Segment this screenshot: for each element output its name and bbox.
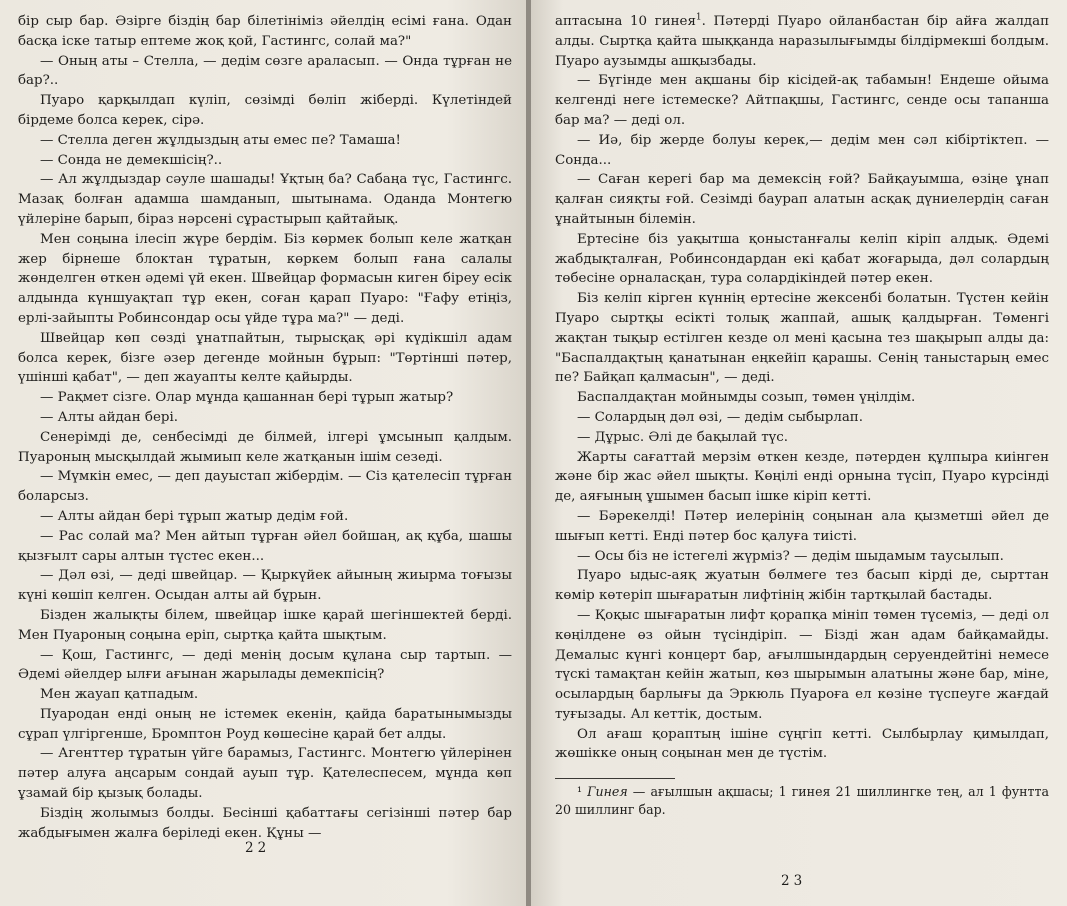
paragraph: Біздің жолымыз болды. Бесінші қабаттағы сегізінші пәтер бар жабдығымен жалға беріледі екен. Құны —: [18, 805, 512, 841]
paragraph: — Солардың дәл өзі, — дедім сыбырлап.: [577, 409, 863, 425]
paragraph: Пуаро қарқылдап күліп, сөзімді бөліп жіберді. Күлетіндей бірдеме болса керек, сірә.: [18, 93, 512, 128]
footnote-marker: ¹: [577, 784, 583, 800]
paragraph: — Иә, бір жерде болуы керек,— дедім мен сәл кібіртіктеп. — Сонда...: [555, 132, 1049, 168]
paragraph: Пуаро ыдыс-аяқ жуатын бөлмеге тез басып кірді де, сырттан көмір көтеріп шығаратын лифтінің жібін тартқылай бастады.: [555, 568, 1049, 604]
paragraph: — Осы біз не істегелі жүрміз? — дедім шыдамым таусылып.: [577, 548, 1004, 564]
paragraph: — Ал жұлдыздар сәуле шашады! Ұқтың ба? Сабаңа түс, Гастингс. Мазақ болған адамша шамданып, шытынама. Оданда Монтегю үйлеріне барып, біраз нәрсені сұрастырып қайтайық.: [18, 172, 512, 227]
footnote-rule: [555, 778, 675, 779]
paragraph: Сенерімді де, сенбесімді де білмей, ілгері ұмсынып қалдым. Пуароның мысқылдай жымиып келе жатқанын ішім сезеді.: [18, 429, 512, 465]
paragraph: Мен соңына ілесіп жүре бердім. Біз көрмек болып келе жатқан жер бірнеше блоктан тұратын, көркем болып ғана салалы жөнделген өткен әдемі үй екен. Швейцар формасын киген біреу есік алдында күншуақтап тұр екен, соған қарап Пуаро: "Ғафу етіңіз, ерлі-зайыпты Робинсондар осы үйде тұра ма?" — деді.: [18, 231, 512, 326]
left-page: [0, 0, 526, 906]
footnote-text: — ағылшын ақшасы; 1 гинея 21 шиллингке тең, ал 1 фунтта 20 шиллинг бар.: [555, 784, 1049, 818]
paragraph: — Оның аты – Стелла, — дедім сөзге араласып. — Онда тұрған не бар?..: [18, 53, 512, 89]
footnote: [555, 783, 1049, 819]
paragraph: — Алты айдан бері тұрып жатыр дедім ғой.: [40, 508, 349, 524]
left-page-number: 22: [245, 840, 271, 856]
paragraph: [555, 12, 1049, 71]
paragraph: Ол ағаш қораптың ішіне сүңгіп кетті. Сылбырлау қимылдап, жөшікке оның соңынан мен де түстім.: [555, 726, 1049, 762]
right-page: [531, 0, 1067, 906]
paragraph: — Қоқыс шығаратын лифт қорапқа мініп төмен түсеміз, — деді ол көңілдене өз ойын түсіндіріп. — Бізді жан адам байқамайды. Демалыс күнгі концерт бар, ағылшындардың серуендейтіні немесе түскі тамақтан кейін жатып, көз шырымын алатыны және бар, міне, осылардың барлығы да Эркюль Пуароға ел көзіне түспеуге жағдай туғызады. Ал кеттік, достым.: [555, 607, 1049, 722]
paragraph: Жарты сағаттай мерзім өткен кезде, пәтерден құлпыра киінген және бір жас әйел шықты. Көңілі енді орнына түсіп, Пуаро күрсінді де, аяғының ұшымен басып ішке кіріп кетті.: [555, 449, 1049, 505]
paragraph: — Дәл өзі, — деді швейцар. — Қыркүйек айының жиырма тоғызы күні көшіп келген. Осыдан алты ай бұрын.: [18, 568, 512, 604]
footnote-reference: 1: [695, 12, 702, 23]
paragraph: Ертесіне біз уақытша қоныстанғалы келіп кіріп алдық. Әдемі жабдықталған, Робинсондардан екі қабат жоғарыда, дәл солардың төбесіне орналасқан, тура солардікіндей пәтер екен.: [555, 231, 1049, 287]
paragraph: — Агенттер тұратын үйге барамыз, Гастингс. Монтегю үйлерінен пәтер алуға аңсарым сондай ауып тұр. Қателеспесем, мұнда көп ұзамай бір қызық болады.: [18, 746, 512, 802]
paragraph: бір сыр бар. Әзірге біздің бар білетініміз әйелдің есімі ғана. Одан басқа іске татыр ептеме жоқ қой, Гастингс, солай ма?": [18, 14, 512, 49]
paragraph: — Рақмет сізге. Олар мұнда қашаннан бері тұрып жатыр?: [40, 390, 454, 406]
paragraph: — Сонда не демекшісің?..: [40, 152, 223, 168]
footnote-term: Гинея: [587, 784, 628, 800]
paragraph: — Алты айдан бері.: [40, 409, 179, 425]
paragraph: Швейцар көп сөзді ұнатпайтын, тырысқақ әрі күдікшіл адам болса керек, бізге әзер дегенде мойнын бұрып: "Төртінші пәтер, үшінші қабат", — деп жауапты келте қайырды.: [18, 330, 512, 386]
paragraph: Біз келіп кірген күннің ертесіне жексенбі болатын. Түстен кейін Пуаро сыртқы есікті толық жаппай, ашық қалдырған. Төменгі жақтан тықыр естілген кезде ол мені қасына тез шақырып алды да: "Баспалдақтың қанатынан еңкейіп қарашы. Сенің таныстарың емес пе? Байқап қалмасын", — деді.: [555, 291, 1049, 386]
paragraph: — Дұрыс. Әлі де бақылай түс.: [577, 429, 789, 445]
paragraph: — Стелла деген жұлдыздың аты емес пе? Тамаша!: [40, 132, 401, 148]
paragraph-lead: аптасына 10 гинея: [555, 14, 696, 29]
paragraph: — Рас солай ма? Мен айтып тұрған әйел бойшаң, ақ құба, шашы қызғылт сары алтын түстес екен...: [18, 528, 512, 564]
paragraph: Бізден жалықты білем, швейцар ішке қарай шегіншектей берді. Мен Пуароның соңына еріп, сыртқа қайта шықтым.: [18, 607, 512, 643]
paragraph: — Бәрекелді! Пәтер иелерінің соңынан ала қызметші әйел де шығып кетті. Енді пәтер бос қалуға тиісті.: [555, 508, 1049, 544]
paragraph-text: . Пәтерді Пуаро ойланбастан бір айға жалдап алды. Сыртқа қайта шыққанда наразылығымды білдірмекші болдым. Пуаро аузымды ашқызбады.: [555, 14, 1049, 69]
right-page-number: 23: [781, 873, 807, 889]
paragraph: Баспалдақтан мойнымды созып, төмен үңілдім.: [577, 390, 916, 406]
paragraph: — Саған керегі бар ма демексің ғой? Байқауымша, өзіңе ұнап қалған сияқты ғой. Сезімді баурап алатын асқақ дүниелердің саған ұнайтынын білемін.: [555, 172, 1049, 227]
paragraph: — Мүмкін емес, — деп дауыстап жібердім. — Сіз қателесіп тұрған боларсыз.: [18, 469, 512, 505]
paragraph: — Бүгінде мен ақшаны бір кісідей-ақ табамын! Ендеше ойыма келгенді неге істемеске? Айтпақшы, Гастингс, сенде осы тапанша бар ма? — деді ол.: [555, 73, 1049, 128]
paragraph: Пуародан енді оның не істемек екенін, қайда баратынымызды сұрап үлгіргенше, Бромптон Роуд көшесіне қарай бет алды.: [18, 706, 512, 742]
right-page-text: [555, 12, 1049, 764]
paragraph: — Қош, Гастингс, — деді менің досым құлана сыр тартып. — Әдемі әйелдер ылғи ағынан жарылады демекпісің?: [18, 647, 512, 683]
paragraph: Мен жауап қатпадым.: [40, 687, 199, 703]
left-page-text: [18, 12, 512, 843]
